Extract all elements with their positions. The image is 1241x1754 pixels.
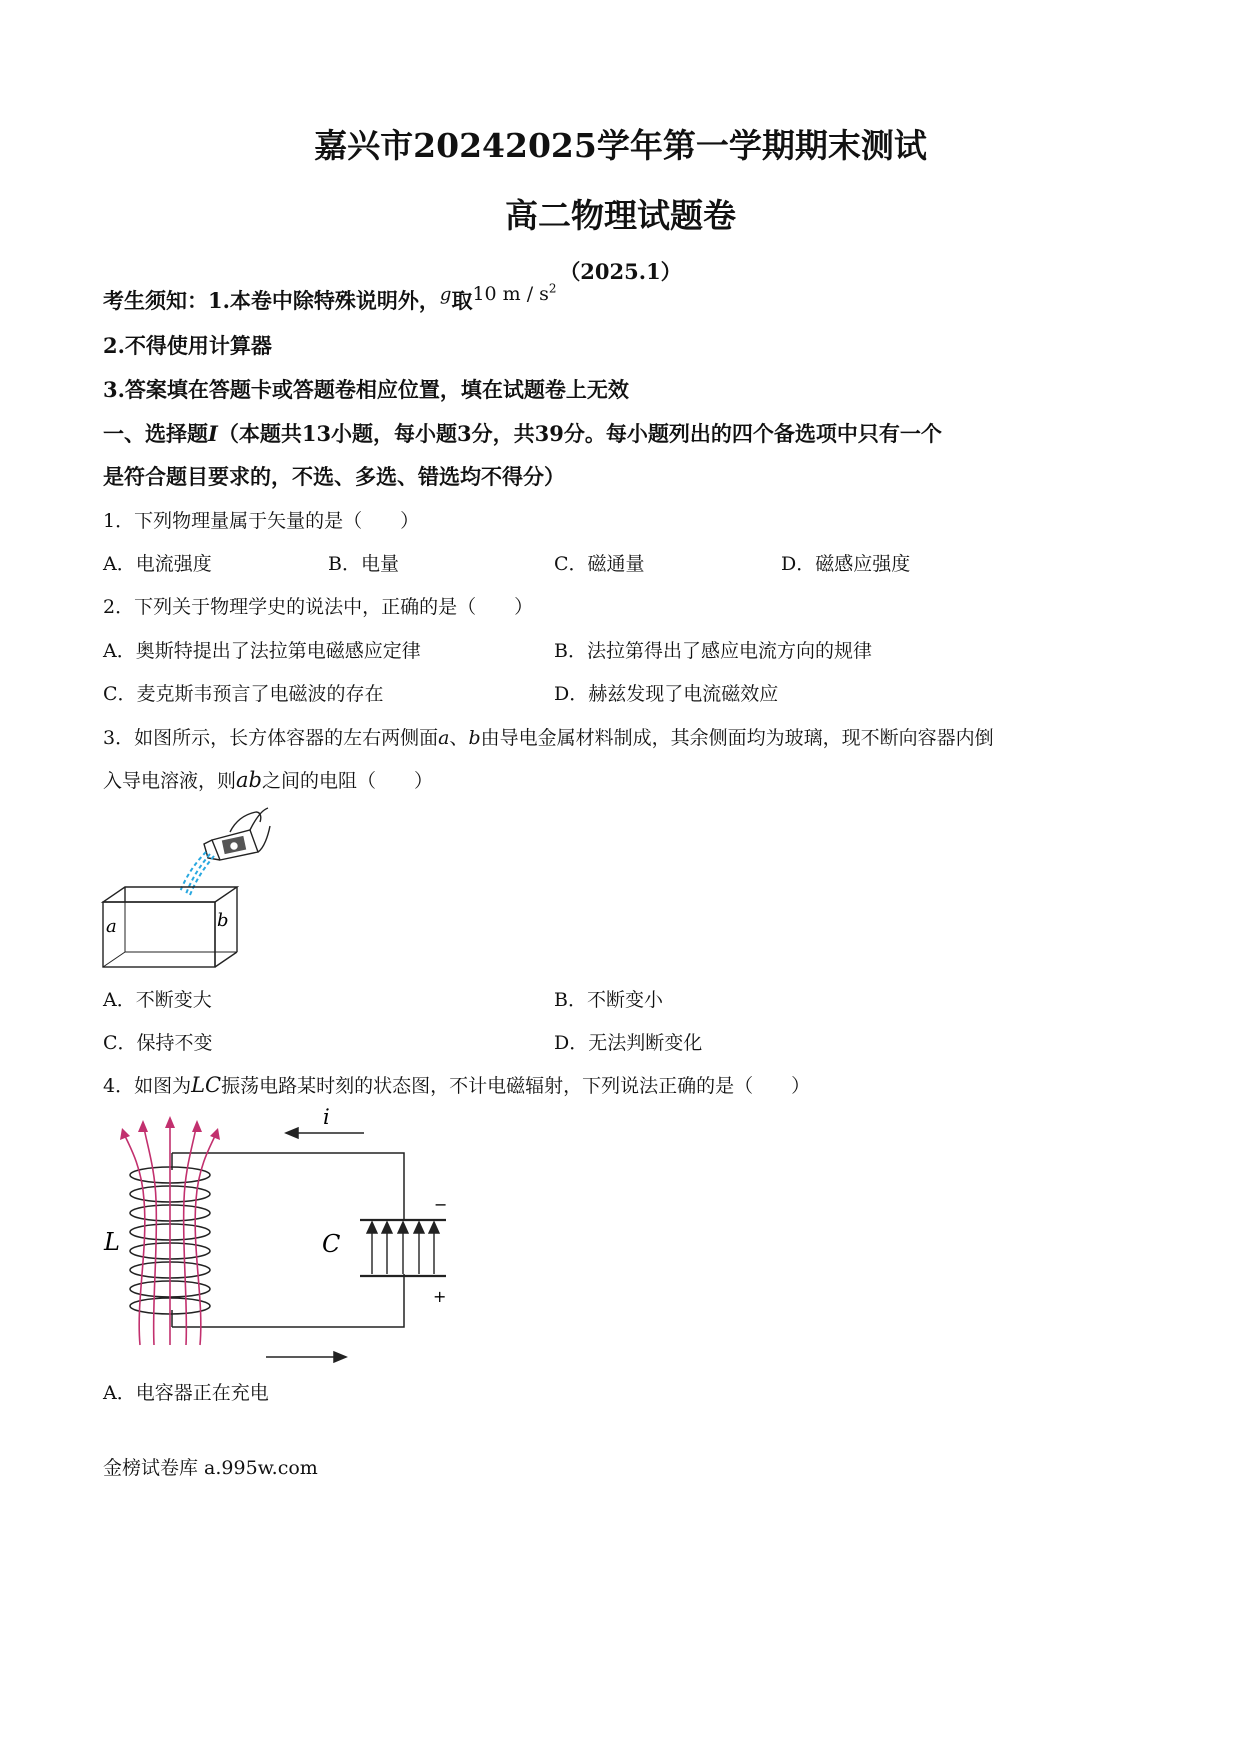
question-3-stem-line-2 (103, 766, 433, 793)
notice-line-2: 2.不得使用计算器 (103, 333, 272, 358)
question-3-symbol-b: b (468, 727, 481, 749)
question-4-symbol-lc: LC (191, 1073, 222, 1097)
question-4-stem (103, 1071, 810, 1098)
capacitor-label-c: C (322, 1230, 341, 1258)
question-2-option-d: D．赫兹发现了电流磁效应 (554, 683, 779, 705)
section-heading (103, 418, 942, 448)
inductor-label-l: L (104, 1228, 120, 1256)
notice-g-symbol: g (439, 284, 452, 305)
notice-g-exponent: 2 (548, 281, 557, 296)
section-heading-line-2: 是符合题目要求的，不选、多选、错选均不得分） (103, 464, 565, 489)
pouring-bottle-icon (204, 808, 270, 860)
question-3-stem (103, 723, 994, 750)
footer-source: 金榜试卷库 a.995w.com (103, 1457, 318, 1479)
notice-line-1-text: 考生须知：1.本卷中除特殊说明外， (103, 288, 440, 313)
question-2-option-b: B．法拉第得出了感应电流方向的规律 (554, 640, 872, 662)
notice-line-1 (103, 281, 557, 315)
exam-subtitle: 高二物理试题卷 (505, 196, 736, 235)
plus-sign: + (433, 1287, 447, 1306)
notice-g-value-text: 10 m / s (472, 283, 549, 305)
section-heading-prefix: 一、选择题 (103, 421, 208, 446)
question-3-option-a: A．不断变大 (103, 989, 212, 1011)
question-3-option-b: B．不断变小 (554, 989, 663, 1011)
question-3-symbol-a: a (438, 727, 450, 749)
notice-g-value (472, 283, 556, 305)
label-a: a (106, 916, 117, 937)
question-2-stem: 2．下列关于物理学史的说法中，正确的是（ ） (103, 596, 534, 618)
notice-take: 取 (451, 288, 473, 313)
magnetic-field-lines (124, 1124, 216, 1345)
question-2-option-c: C．麦克斯韦预言了电磁波的存在 (103, 683, 384, 705)
electric-field-arrows (367, 1222, 439, 1274)
current-label-i: i (323, 1105, 330, 1129)
question-3-line-2-part-2: 之间的电阻（ ） (261, 770, 433, 792)
exam-title: 嘉兴市20242025学年第一学期期末测试 (314, 126, 927, 165)
question-1-option-d: D．磁感应强度 (781, 553, 911, 575)
label-b: b (217, 910, 229, 931)
question-3-option-c: C．保持不变 (103, 1032, 213, 1054)
question-3-stem-part-1: 3．如图所示，长方体容器的左右两侧面 (103, 727, 439, 749)
circuit-wires (172, 1153, 404, 1327)
question-3-line-2-part-1: 入导电溶液，则 (103, 770, 237, 792)
exam-date: （2025.1） (559, 259, 682, 284)
question-1-stem: 1．下列物理量属于矢量的是（ ） (103, 510, 420, 532)
question-3-stem-part-2: 由导电金属材料制成，其余侧面均为玻璃，现不断向容器内倒 (480, 727, 994, 749)
section-heading-roman: I (208, 421, 218, 446)
question-3-sep: 、 (449, 727, 469, 749)
question-2-option-a: A．奥斯特提出了法拉第电磁感应定律 (103, 640, 421, 662)
minus-sign: − (434, 1195, 448, 1214)
question-3-symbol-ab: ab (236, 768, 262, 792)
question-4-stem-part-2: 振荡电路某时刻的状态图，不计电磁辐射，下列说法正确的是（ ） (221, 1075, 811, 1097)
notice-line-3: 3.答案填在答题卡或答题卷相应位置，填在试题卷上无效 (103, 377, 629, 402)
lc-circuit-figure (100, 1100, 460, 1375)
question-1-option-b: B．电量 (328, 553, 399, 575)
question-1-option-c: C．磁通量 (554, 553, 645, 575)
question-3-option-d: D．无法判断变化 (554, 1032, 703, 1054)
section-heading-rest: （本题共13小题，每小题3分，共39分。每小题列出的四个备选项中只有一个 (217, 421, 942, 446)
question-4-option-a: A．电容器正在充电 (103, 1382, 269, 1404)
current-arrow-top (286, 1128, 364, 1138)
question-4-stem-part-1: 4．如图为 (103, 1075, 192, 1097)
question-1-option-a: A．电流强度 (103, 553, 212, 575)
current-arrow-bottom (266, 1352, 346, 1362)
container-figure (100, 800, 270, 975)
